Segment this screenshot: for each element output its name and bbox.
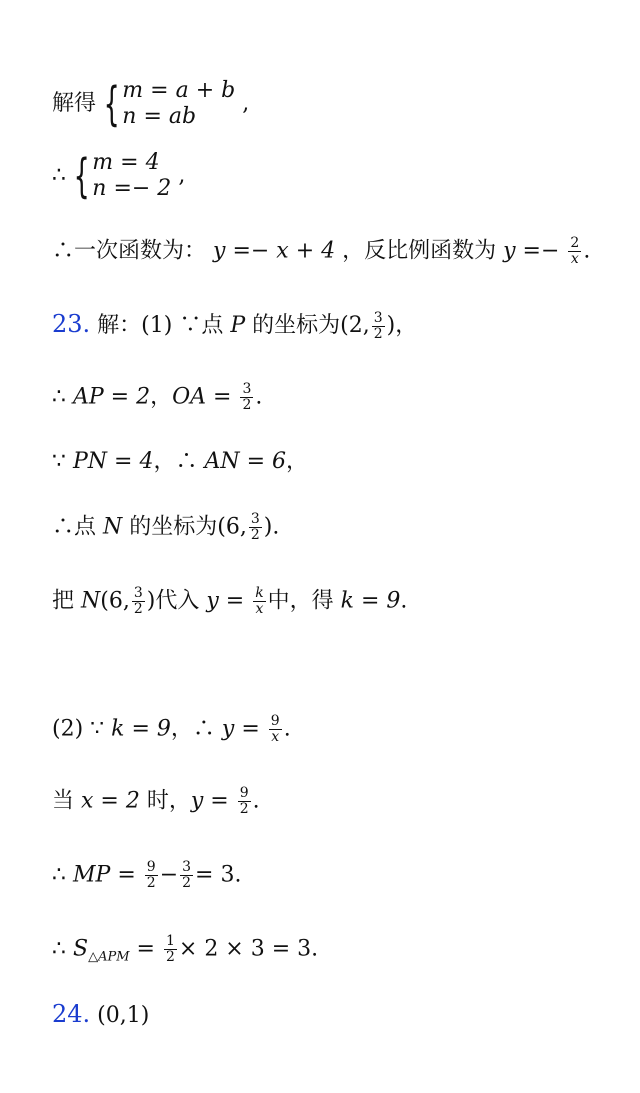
math: x = 2 [81,788,140,814]
denominator: 2 [182,875,192,891]
text: ，∴ [153,449,205,474]
solution-line-7 [52,512,279,543]
denominator: 2 [250,527,260,543]
numerator: k [255,585,264,601]
solution-line-5 [52,382,262,413]
math: k = 9 [340,588,401,614]
text: (0,1) [90,1003,150,1028]
fraction [238,786,251,817]
fraction [145,860,158,891]
math: N [81,588,101,614]
text: 解：(1) ∵点 [90,313,231,338]
text: . [400,588,408,614]
text: . [583,238,591,264]
denominator: x [570,251,579,267]
denominator: 2 [239,801,249,817]
therefore-symbol: ∴ [52,163,66,188]
numerator: 2 [570,235,580,251]
text: ， [150,384,173,410]
solution-line-1 [52,78,249,130]
numerator: 9 [270,713,280,729]
system-row: n =− 2 [92,176,172,201]
text: ∴一次函数为： [52,238,207,264]
numerator: 3 [250,511,260,527]
left-brace: { [73,149,90,203]
fraction [249,512,262,543]
math: y = [190,788,229,814]
math: y =− x + 4 [213,238,336,264]
numerator: 3 [133,585,143,601]
numerator: 3 [373,309,383,326]
text: ∵ [52,449,73,474]
solution-line-4 [52,310,417,342]
math: AP = 2 [73,384,151,410]
question-number: 24. [52,1000,91,1028]
minus-sign: − [159,862,179,888]
text: 把 [52,588,81,614]
text: 时， [139,788,191,814]
fraction [180,860,193,891]
left-brace: { [103,77,120,131]
text: ，∴ [170,716,222,742]
fraction [240,382,253,413]
math: k = 9 [111,716,171,742]
equation-system [103,78,235,130]
math: PN = 4 [73,449,154,474]
math: y = [206,588,245,614]
fraction [132,586,145,617]
text: )， [386,313,418,338]
denominator: 2 [373,325,383,342]
denominator: x [255,601,264,617]
text: . [252,788,260,814]
numerator: 3 [242,381,252,397]
text: 中，得 [267,588,341,614]
text: 的坐标为(2, [245,313,370,338]
solution-line-2 [52,150,185,202]
fraction [269,714,282,745]
text: ). [263,514,280,540]
denominator: 2 [242,397,252,413]
text: , [178,163,186,188]
numerator: 9 [146,859,156,875]
numerator: 9 [239,785,249,801]
solution-line-13 [52,1000,149,1030]
math: MP = [73,862,136,888]
fraction [372,311,385,342]
solution-line-8 [52,586,407,617]
text: ∴点 [52,514,103,540]
text: 解得 [52,91,97,116]
text: ∴ [52,936,73,962]
numerator: 3 [182,859,192,875]
solution-line-9 [52,714,291,745]
math: y = [221,716,260,742]
text: (2) ∵ [52,716,112,742]
numerator: 1 [165,933,175,949]
text: . [283,716,291,742]
solution-line-3 [52,236,590,267]
fraction [568,236,581,267]
math: P [230,313,246,338]
math: AN = 6 [204,449,287,474]
text: , [242,91,250,116]
math: N [103,514,123,540]
subscript: △APM [88,949,130,965]
text: )代入 [146,588,207,614]
solution-line-6 [52,448,308,476]
math: OA = [172,384,232,410]
denominator: 2 [146,875,156,891]
equation-system [73,150,171,202]
text: 的坐标为(6, [122,514,247,540]
text: × 2 × 3 = 3. [178,936,319,962]
math: S [73,936,89,962]
text: ，反比例函数为 [342,238,504,264]
text: ∴ [52,384,73,410]
text: (6, [100,588,130,614]
system-row: m = a + b [122,78,236,103]
solution-line-11 [52,860,241,891]
text: ， [286,449,309,474]
solution-line-12 [52,934,318,972]
text: = [129,936,155,962]
question-number: 23. [52,310,91,338]
fraction [164,934,177,965]
denominator: 2 [165,949,175,965]
system-row: n = ab [122,104,197,129]
math: y =− [503,238,560,264]
denominator: x [271,729,280,745]
text: ∴ [52,862,73,888]
solution-line-10 [52,786,260,817]
text: 当 [52,788,81,814]
denominator: 2 [133,601,143,617]
fraction [253,586,265,617]
system-row: m = 4 [92,150,160,175]
text: = 3. [195,862,242,888]
text: . [255,384,263,410]
